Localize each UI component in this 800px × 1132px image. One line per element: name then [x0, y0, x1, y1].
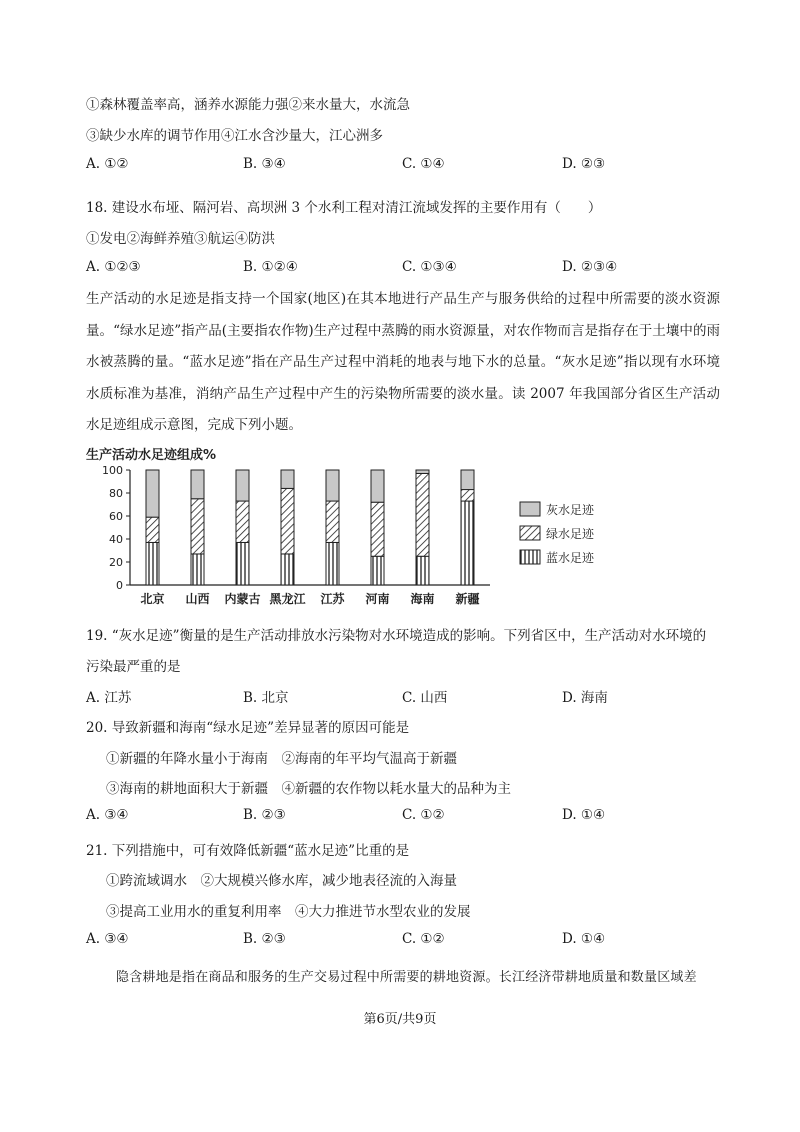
chart-legend	[520, 502, 595, 565]
x-tick-label: 海南	[410, 592, 435, 606]
bar-segment	[236, 470, 249, 501]
q19-option-b: B. 北京	[243, 690, 289, 706]
q21-option-d: D. ①④	[562, 931, 606, 947]
chart-title: 生产活动水足迹组成%	[86, 448, 217, 463]
x-tick-label: 内蒙古	[224, 592, 261, 606]
next-passage-intro: 隐含耕地是指在商品和服务的生产交易过程中所需要的耕地资源。长江经济带耕地质量和数量区域差	[116, 970, 697, 985]
q18-option-b: B. ①②④	[243, 259, 298, 275]
q19-stem-line-1: 19. “灰水足迹”衡量的是生产活动排放水污染物对水环境造成的影响。下列省区中，生产活动对水环境的	[86, 628, 707, 644]
bar-segment	[281, 554, 294, 585]
bar-segment	[326, 470, 339, 501]
bar-segment	[146, 542, 159, 585]
x-tick-label: 河南	[365, 592, 390, 606]
x-tick-label: 江苏	[320, 592, 345, 606]
q18-stem: 18. 建设水布垭、隔河岩、高坝洲 3 个水利工程对清江流域发挥的主要作用有（ ）	[86, 200, 602, 216]
bar-segment	[236, 501, 249, 542]
q18-statements: ①发电②海鲜养殖③航运④防洪	[86, 231, 275, 247]
y-tick-label: 100	[102, 464, 123, 477]
passage-water-footprint: 生产活动的水足迹是指支持一个国家(地区)在其本地进行产品生产与服务供给的过程中所需要的淡水资源量。“绿水足迹”指产品(主要指农作物)生产过程中蒸腾的雨水资源量，对农作物而言是指存在于土壤中的雨水被蒸腾的量。“蓝水足迹”指在产品生产过程中消耗的地表与地下水的总量。“灰水足迹”指以现有水环境水质标准为基准，消纳产品生产过程中产生的污染物所需要的淡水量。读 2007 年我国部分省区生产活动水足迹组成示意图，完成下列小题。	[86, 291, 720, 433]
q19-option-a: A. 江苏	[86, 690, 132, 706]
q20-stem: 20. 导致新疆和海南“绿水足迹”差异显著的原因可能是	[86, 720, 410, 736]
bar-segment	[191, 470, 204, 499]
y-tick-label: 80	[109, 487, 123, 500]
q20-option-d: D. ①④	[562, 807, 606, 823]
q17-option-d: D. ②③	[562, 156, 606, 172]
bar-segment	[461, 501, 474, 585]
bar-segment	[416, 470, 429, 473]
y-tick-label: 40	[109, 533, 123, 546]
bar-segment	[371, 502, 384, 556]
bar-segment	[326, 542, 339, 585]
q20-option-a: A. ③④	[86, 807, 129, 823]
bar-segment	[191, 554, 204, 585]
q21-statement-1: ①跨流域调水 ②大规模兴修水库，减少地表径流的入海量	[106, 873, 457, 889]
legend-label: 灰水足迹	[546, 503, 595, 517]
q21-option-a: A. ③④	[86, 931, 129, 947]
y-tick-label: 60	[109, 510, 123, 523]
legend-label: 蓝水足迹	[546, 551, 595, 565]
legend-swatch	[520, 550, 540, 564]
q20-option-c: C. ①②	[402, 807, 445, 823]
x-tick-label: 北京	[140, 592, 165, 606]
q17-option-b: B. ③④	[243, 156, 286, 172]
bar-segment	[371, 556, 384, 585]
bar-segment	[236, 542, 249, 585]
page-number: 第6页/共9页	[363, 1012, 437, 1027]
q19-stem-line-2: 污染最严重的是	[86, 659, 181, 675]
q17-option-a: A. ①②	[86, 156, 129, 172]
q19-option-d: D. 海南	[562, 690, 608, 706]
bar-segment	[371, 470, 384, 502]
bar-segment	[461, 490, 474, 502]
bar-segment	[281, 488, 294, 554]
q20-option-b: B. ②③	[243, 807, 286, 823]
legend-swatch	[520, 526, 540, 540]
bar-segment	[416, 556, 429, 585]
q21-option-b: B. ②③	[243, 931, 286, 947]
q17-statement-2: ③缺少水库的调节作用④江水含沙量大，江心洲多	[86, 128, 383, 144]
q18-option-a: A. ①②③	[86, 259, 141, 275]
q17-statement-1: ①森林覆盖率高，涵养水源能力强②来水量大，水流急	[86, 97, 410, 113]
q21-statement-2: ③提高工业用水的重复利用率 ④大力推进节水型农业的发展	[106, 904, 471, 920]
q20-statement-2: ③海南的耕地面积大于新疆 ④新疆的农作物以耗水量大的品种为主	[106, 781, 511, 797]
water-footprint-chart	[80, 440, 620, 610]
bar-segment	[191, 499, 204, 554]
bar-segment	[146, 470, 159, 517]
legend-swatch	[520, 502, 540, 516]
bar-segment	[281, 470, 294, 488]
x-tick-labels	[140, 591, 479, 606]
bar-segment	[416, 473, 429, 556]
q19-option-c: C. 山西	[402, 690, 448, 706]
y-tick-label: 0	[116, 579, 123, 592]
bar-segment	[461, 470, 474, 490]
q18-option-d: D. ②③④	[562, 259, 618, 275]
bar-segment	[146, 517, 159, 542]
q21-option-c: C. ①②	[402, 931, 445, 947]
legend-label: 绿水足迹	[546, 527, 595, 541]
q20-statement-1: ①新疆的年降水量小于海南 ②海南的年平均气温高于新疆	[106, 751, 457, 767]
bars	[146, 470, 474, 585]
q18-option-c: C. ①③④	[402, 259, 457, 275]
q17-option-c: C. ①④	[402, 156, 445, 172]
q21-stem: 21. 下列措施中，可有效降低新疆“蓝水足迹”比重的是	[86, 843, 410, 859]
bar-segment	[326, 501, 339, 542]
y-tick-label: 20	[109, 556, 123, 569]
x-tick-label: 黑龙江	[269, 592, 306, 606]
x-tick-label: 山西	[185, 592, 210, 606]
y-axis	[102, 464, 490, 592]
x-tick-label: 新疆	[455, 592, 480, 606]
